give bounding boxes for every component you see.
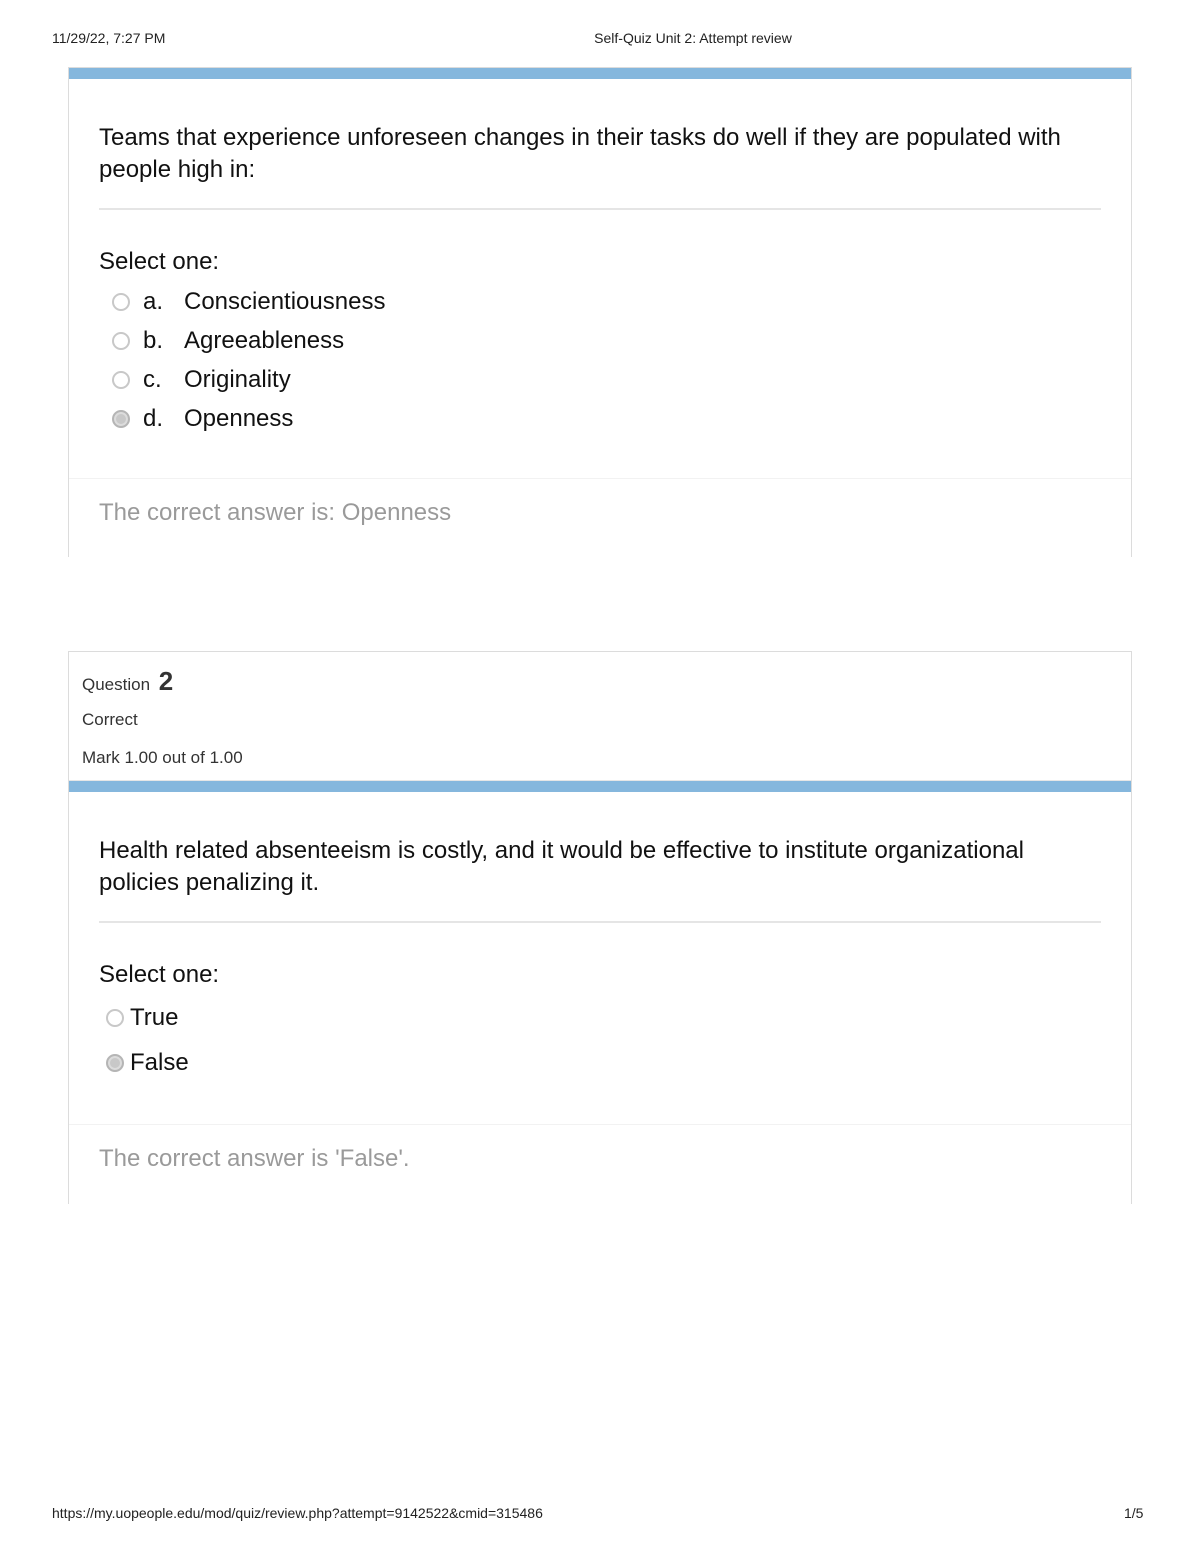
radio-checked-icon[interactable] — [112, 410, 130, 428]
question-2-content — [69, 835, 1131, 1085]
answer-letter: a. — [143, 287, 164, 315]
question-2-card — [68, 651, 1132, 1204]
radio-unchecked-icon[interactable] — [112, 332, 130, 350]
print-page-number: 1/5 — [1124, 1505, 1144, 1521]
question-1-feedback — [69, 478, 1131, 559]
correct-answer-text: The correct answer is 'False'. — [99, 1145, 410, 1172]
print-url: https://my.uopeople.edu/mod/quiz/review.php?attempt=9142522&cmid=315486 — [52, 1505, 543, 1521]
question-2-answers — [99, 995, 1101, 1085]
radio-unchecked-icon[interactable] — [112, 371, 130, 389]
correct-answer-text: The correct answer is: Openness — [99, 499, 452, 526]
question-2-text: Health related absenteeism is costly, and it would be effective to institute organizational policies penalizing it. — [99, 835, 1101, 923]
answer-option-true[interactable] — [99, 995, 1101, 1040]
question-state: Correct — [82, 710, 138, 729]
answer-option-false[interactable] — [99, 1040, 1101, 1085]
answer-label: True — [130, 1003, 179, 1031]
print-header — [0, 30, 1200, 50]
answer-letter: d. — [143, 404, 164, 432]
question-number — [82, 666, 173, 697]
question-grade: Mark 1.00 out of 1.00 — [82, 748, 243, 767]
question-2-info — [69, 652, 1131, 781]
answer-option-c[interactable] — [99, 360, 1101, 399]
question-2-accent-bar — [69, 781, 1131, 792]
radio-unchecked-icon[interactable] — [106, 1009, 124, 1027]
question-1-card — [68, 67, 1132, 557]
print-datetime: 11/29/22, 7:27 PM — [52, 30, 166, 46]
question-1-answers — [99, 282, 1101, 438]
radio-unchecked-icon[interactable] — [112, 293, 130, 311]
answer-option-a[interactable] — [99, 282, 1101, 321]
question-2-feedback — [69, 1124, 1131, 1205]
answer-label: Originality — [184, 365, 291, 393]
question-1-prompt: Select one: — [99, 248, 220, 275]
question-number-value: 2 — [158, 666, 174, 696]
answer-label: Agreeableness — [184, 326, 345, 354]
question-label: Question — [82, 675, 151, 694]
question-2-prompt: Select one: — [99, 961, 220, 988]
answer-label: Openness — [184, 404, 294, 432]
answer-letter: c. — [143, 365, 162, 393]
answer-option-b[interactable] — [99, 321, 1101, 360]
answer-label: False — [130, 1048, 189, 1076]
radio-checked-icon[interactable] — [106, 1054, 124, 1072]
answer-letter: b. — [143, 326, 164, 354]
answer-label: Conscientiousness — [184, 287, 386, 315]
question-1-accent-bar — [69, 68, 1131, 79]
question-1-text: Teams that experience unforeseen changes in their tasks do well if they are populated with people high in: — [99, 122, 1101, 210]
answer-option-d[interactable] — [99, 399, 1101, 438]
print-title: Self-Quiz Unit 2: Attempt review — [594, 30, 792, 46]
print-footer — [0, 1505, 1200, 1525]
question-1-content — [69, 122, 1131, 438]
